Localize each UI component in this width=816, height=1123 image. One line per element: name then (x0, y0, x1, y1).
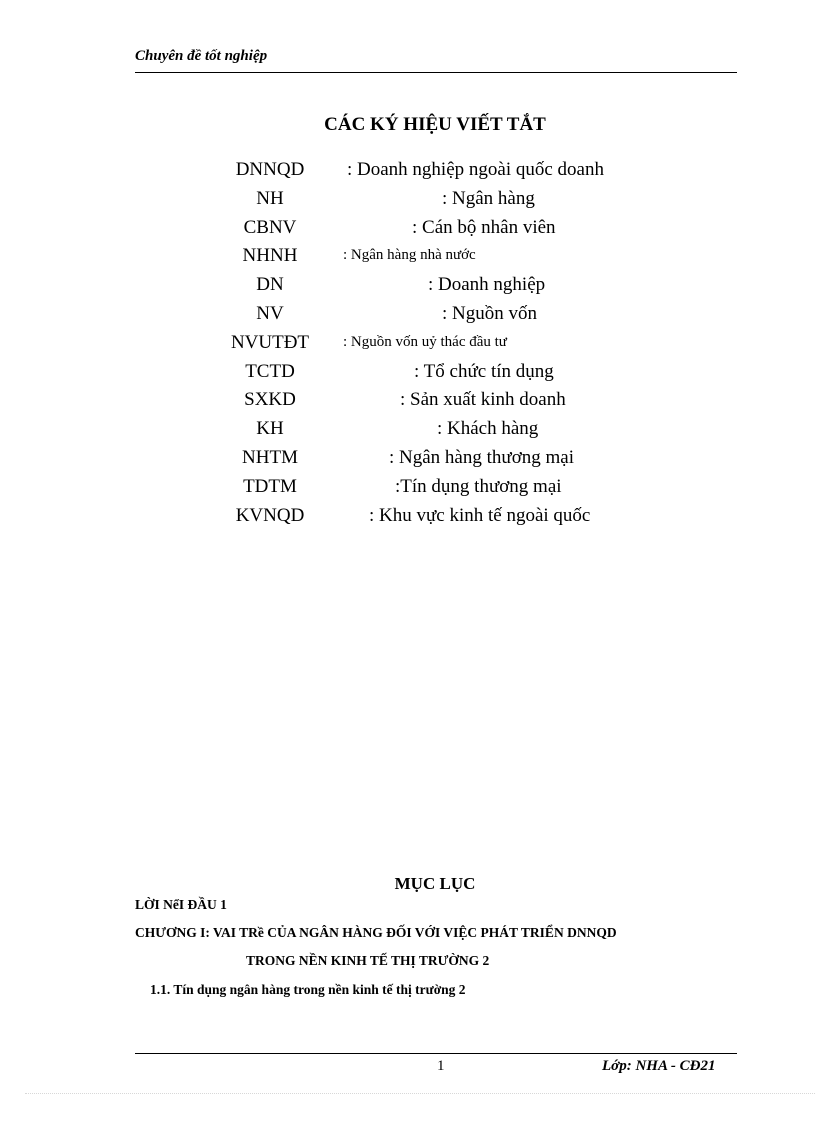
page-bottom-border (25, 1093, 815, 1094)
abbreviation-code: DN (256, 274, 284, 296)
abbreviation-meaning: : Nguồn vốn (442, 302, 537, 324)
abbreviation-meaning: : Ngân hàng (442, 187, 535, 209)
abbreviation-meaning: : Ngân hàng thương mại (389, 446, 574, 468)
header-divider (135, 72, 737, 73)
abbreviation-meaning: : Doanh nghiệp ngoài quốc doanh (347, 159, 604, 180)
abbreviation-row (0, 359, 816, 388)
abbreviation-meaning: : Doanh nghiệp (428, 274, 546, 296)
abbreviation-row (0, 474, 816, 503)
abbreviation-row (0, 243, 816, 272)
abbreviation-meaning: : Khu vực kinh tế ngoài quốc (369, 504, 591, 526)
abbreviation-row (0, 445, 816, 474)
abbreviation-row (0, 503, 816, 532)
abbreviation-meaning: :Tín dụng thương mại (395, 475, 562, 497)
abbreviation-code: CBNV (243, 216, 297, 238)
toc-entry: TRONG NỀN KINH TẾ THỊ TRƯỜNG 2 (246, 953, 490, 968)
abbreviation-code: TDTM (243, 475, 297, 497)
abbreviation-code: NVUTĐT (230, 331, 310, 353)
page-number: 1 (437, 1058, 445, 1074)
abbreviation-meaning: : Nguồn vốn uỷ thác đầu tư (343, 333, 507, 350)
abbreviation-row (0, 387, 816, 416)
abbreviation-code: KVNQD (235, 504, 305, 526)
abbreviation-meaning: : Sản xuất kinh doanh (400, 389, 566, 411)
abbreviation-meaning: : Tổ chức tín dụng (414, 360, 554, 382)
footer-divider (135, 1053, 737, 1054)
footer-class-label: Lớp: NHA - CĐ21 (602, 1058, 716, 1074)
abbreviation-meaning: : Cán bộ nhân viên (412, 216, 556, 238)
toc-entry: CHƯƠNG I: VAI TRề CỦA NGÂN HÀNG ĐỐI VỚI VIỆC PHÁT TRIỂN DNNQD (135, 925, 617, 940)
abbreviation-code: NV (256, 302, 284, 324)
abbreviation-code: TCTD (245, 360, 295, 382)
abbreviation-code: NH (256, 187, 284, 209)
toc-entry: LỜI NểI ĐẦU 1 (135, 897, 227, 912)
header-title: Chuyên đề tốt nghiệp (135, 48, 268, 64)
toc-title: MỤC LỤC (394, 874, 476, 893)
abbreviation-row (0, 330, 816, 359)
abbreviation-meaning: : Khách hàng (437, 418, 539, 440)
abbreviation-list (0, 157, 816, 531)
abbreviation-code: NHTM (242, 446, 298, 468)
abbreviation-row (0, 215, 816, 244)
abbreviation-row (0, 301, 816, 330)
abbreviation-row (0, 157, 816, 186)
abbreviation-meaning: : Ngân hàng nhà nước (343, 247, 476, 264)
abbreviation-code: KH (256, 418, 284, 440)
abbreviations-title: CÁC KÝ HIỆU VIẾT TẮT (324, 114, 546, 135)
abbreviation-row (0, 272, 816, 301)
abbreviation-row (0, 416, 816, 445)
abbreviation-code: SXKD (244, 389, 296, 411)
abbreviation-code: DNNQD (235, 159, 305, 180)
toc-entry: 1.1. Tín dụng ngân hàng trong nền kinh tế thị trường 2 (150, 982, 466, 997)
abbreviation-code: NHNH (242, 245, 298, 267)
abbreviation-row (0, 186, 816, 215)
